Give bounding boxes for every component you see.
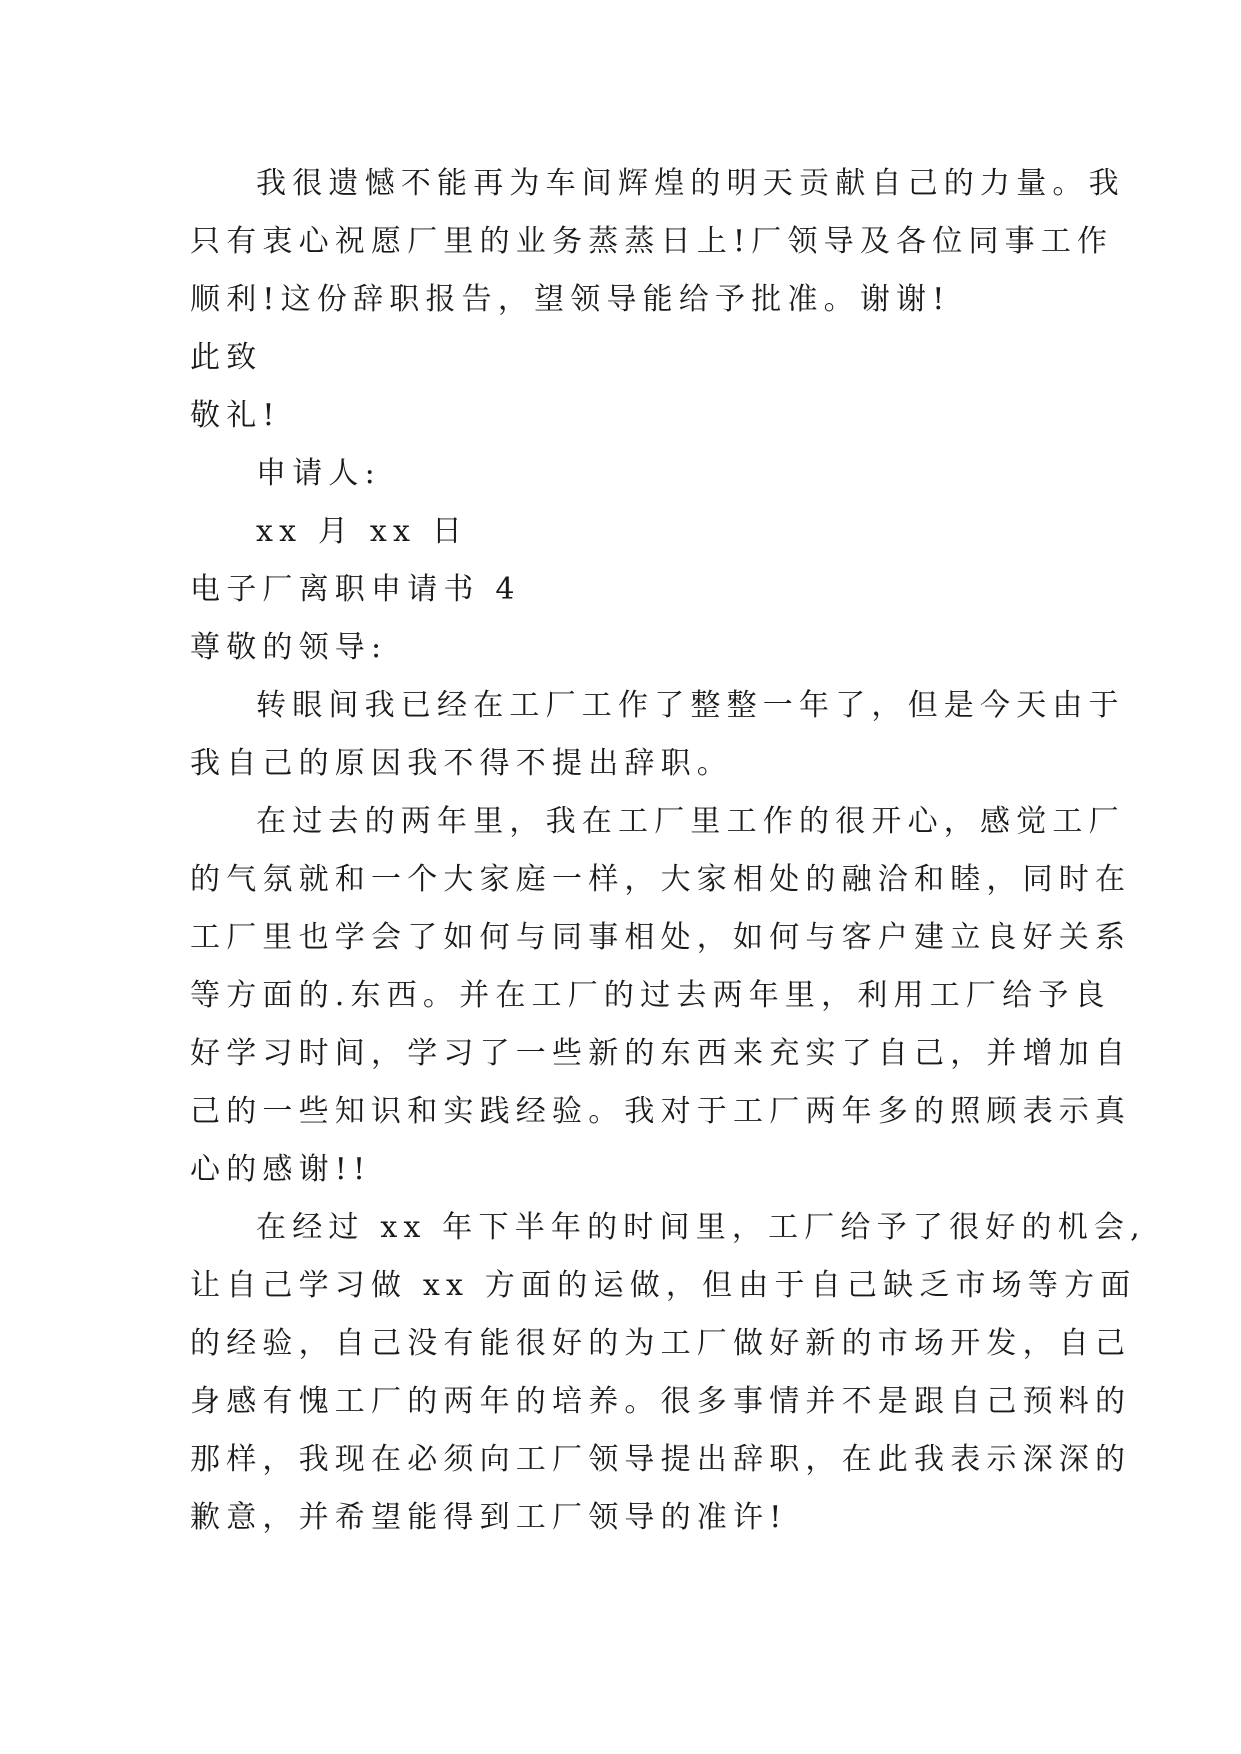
text-line: 让自己学习做 xx 方面的运做，但由于自己缺乏市场等方面 [190,1268,1137,1303]
text-line: 我自己的原因我不得不提出辞职。 [190,746,733,781]
text-line: 的气氛就和一个大家庭一样，大家相处的融洽和睦，同时在 [190,862,1132,897]
date-line: xx 月 xx 日 [256,514,469,549]
text-line: 在过去的两年里，我在工厂里工作的很开心，感觉工厂 [256,804,1125,839]
text-line: 的经验，自己没有能很好的为工厂做好新的市场开发，自己 [190,1326,1132,1361]
section-title: 电子厂离职申请书 4 [190,572,521,607]
text-line: 只有衷心祝愿厂里的业务蒸蒸日上!厂领导及各位同事工作 [190,224,1114,259]
greeting: 尊敬的领导: [190,630,388,665]
text-line: 工厂里也学会了如何与同事相处，如何与客户建立良好关系 [190,920,1132,955]
applicant-label: 申请人: [256,456,381,491]
text-line: 那样，我现在必须向工厂领导提出辞职，在此我表示深深的 [190,1442,1132,1477]
text-line: 歉意，并希望能得到工厂领导的准许! [190,1500,788,1535]
text-line: 等方面的.东西。并在工厂的过去两年里，利用工厂给予良 [190,978,1111,1013]
text-line: 好学习时间，学习了一些新的东西来充实了自己，并增加自 [190,1036,1132,1071]
text-line: 在经过 xx 年下半年的时间里，工厂给予了很好的机会, [256,1210,1146,1245]
text-line: 转眼间我已经在工厂工作了整整一年了，但是今天由于 [256,688,1125,723]
text-line: 身感有愧工厂的两年的培养。很多事情并不是跟自己预料的 [190,1384,1132,1419]
text-line: 心的感谢!! [190,1152,372,1187]
text-line: 己的一些知识和实践经验。我对于工厂两年多的照顾表示真 [190,1094,1132,1129]
text-line: 顺利!这份辞职报告，望领导能给予批准。谢谢! [190,282,951,317]
closing-regards: 敬礼! [190,398,281,433]
closing-salutation: 此致 [190,340,263,375]
text-line: 我很遗憾不能再为车间辉煌的明天贡献自己的力量。我 [256,166,1125,201]
